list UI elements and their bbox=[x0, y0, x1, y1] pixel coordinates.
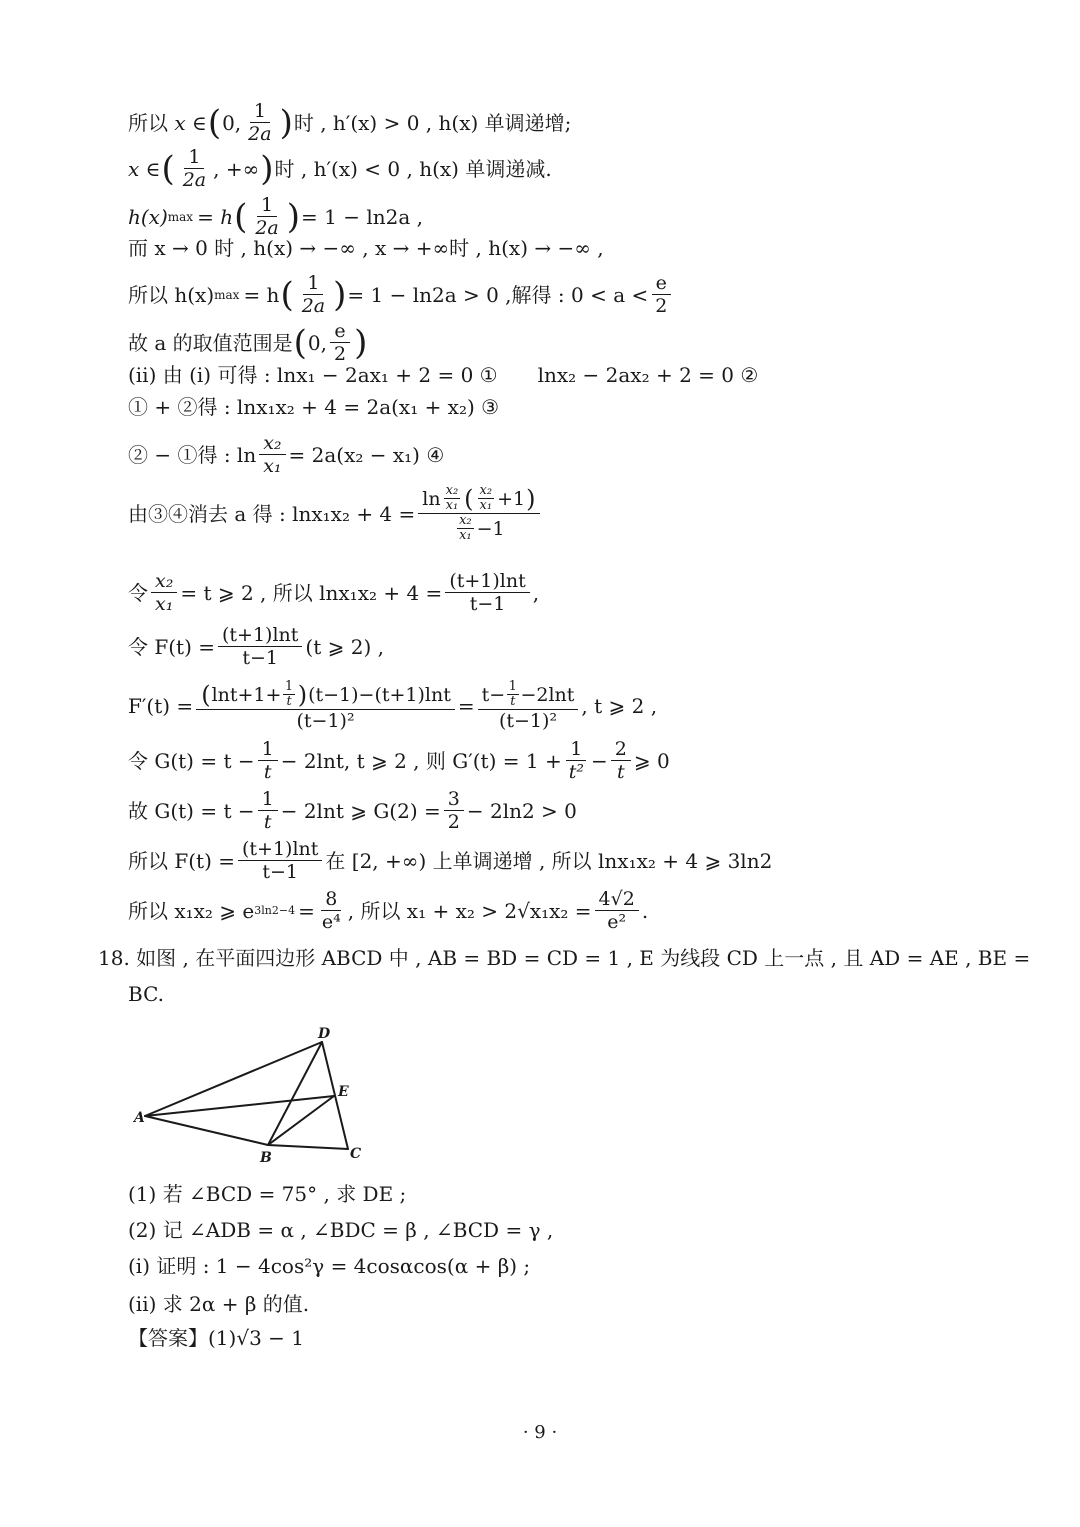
question-18-part-2: (2) 记 ∠ADB = α , ∠BDC = β , ∠BCD = γ , bbox=[128, 1218, 554, 1242]
left-paren: ( bbox=[207, 102, 222, 143]
frac-num: x₂ bbox=[459, 513, 472, 528]
left-paren: ( bbox=[280, 274, 294, 315]
frac-den: t bbox=[263, 761, 272, 783]
frac-num: 8 bbox=[321, 888, 341, 911]
frac-den: 2 bbox=[655, 295, 668, 317]
math-text: 故 a 的取值范围是 bbox=[128, 330, 293, 355]
math-text: x ∈ bbox=[128, 156, 161, 181]
frac-den: t² bbox=[568, 761, 584, 783]
math-text: = bbox=[298, 898, 315, 923]
solution-line-5 bbox=[128, 272, 674, 317]
math-text: 0, bbox=[307, 330, 327, 355]
frac-num bbox=[418, 484, 540, 514]
solution-line-1 bbox=[128, 100, 571, 145]
solution-line-13 bbox=[128, 680, 657, 732]
label-E: E bbox=[338, 1084, 349, 1100]
frac-num: 1 bbox=[303, 272, 323, 295]
solution-line-16 bbox=[128, 838, 772, 883]
left-paren: ( bbox=[464, 484, 474, 513]
solution-line-6 bbox=[128, 320, 368, 365]
math-text: 由③④消去 a 得 : lnx₁x₂ + 4 = bbox=[128, 501, 416, 526]
solution-line-2 bbox=[128, 146, 552, 191]
segment-DB bbox=[268, 1042, 322, 1145]
math-text: = 2a(x₂ − x₁) ④ bbox=[288, 442, 445, 467]
frac-den: 2 bbox=[334, 343, 347, 365]
right-paren: ) bbox=[286, 196, 301, 237]
fraction bbox=[151, 570, 177, 615]
frac-num: e bbox=[330, 320, 349, 343]
solution-line-11 bbox=[128, 570, 539, 615]
frac-num: 1 bbox=[258, 738, 278, 761]
fraction bbox=[445, 570, 529, 615]
frac-den: e⁴ bbox=[321, 911, 341, 933]
frac-num: x₂ bbox=[259, 432, 285, 455]
right-paren: ) bbox=[333, 274, 347, 315]
math-text: 故 G(t) = t − bbox=[128, 798, 255, 823]
math-text: x ∈ bbox=[174, 110, 207, 135]
frac-num: 1 bbox=[258, 788, 278, 811]
math-text: = 1 − ln2a > 0 ,解得 : 0 < a < bbox=[347, 282, 649, 307]
frac-den: e² bbox=[607, 911, 627, 933]
solution-line-17 bbox=[128, 888, 648, 933]
frac-num: 1 bbox=[508, 679, 517, 694]
math-text: , t ⩾ 2 , bbox=[581, 694, 658, 718]
fraction bbox=[196, 680, 455, 732]
question-18-line-2: BC. bbox=[128, 982, 165, 1006]
label-B: B bbox=[260, 1150, 272, 1166]
math-text: −2lnt bbox=[520, 683, 575, 706]
math-text: , bbox=[532, 580, 540, 605]
fraction bbox=[444, 788, 464, 833]
math-text: ln bbox=[422, 487, 441, 510]
frac-den: t−1 bbox=[469, 593, 506, 615]
math-text: 所以 F(t) = bbox=[128, 848, 235, 873]
left-paren: ( bbox=[201, 680, 211, 709]
math-text: 0, bbox=[222, 110, 242, 135]
frac-den: 2a bbox=[182, 169, 207, 191]
text: 所以 bbox=[128, 110, 168, 135]
frac-num: 1 bbox=[184, 146, 204, 169]
frac-num: 1 bbox=[250, 100, 270, 123]
geometry-diagram bbox=[130, 1020, 380, 1170]
frac-num: e bbox=[652, 272, 671, 295]
fraction bbox=[651, 272, 671, 317]
fraction bbox=[238, 838, 322, 883]
frac-den: x₁ bbox=[459, 528, 472, 543]
segment-BE bbox=[268, 1096, 334, 1145]
fraction bbox=[442, 484, 463, 513]
frac-num bbox=[196, 680, 455, 710]
solution-line-9 bbox=[128, 432, 444, 477]
frac-den: 2a bbox=[248, 123, 272, 145]
fraction bbox=[476, 484, 497, 513]
question-18-part-2ii: (ii) 求 2α + β 的值. bbox=[128, 1292, 310, 1316]
math-text: − bbox=[590, 748, 608, 773]
math-text: ⩾ 0 bbox=[633, 748, 670, 773]
frac-den: x₁ bbox=[445, 498, 459, 513]
math-text: 所以 h(x) bbox=[128, 282, 215, 307]
frac-num: x₂ bbox=[151, 570, 177, 593]
fraction bbox=[455, 514, 476, 543]
math-text: 而 x → 0 时 , h(x) → −∞ , x → +∞时 , h(x) → −∞ , bbox=[128, 236, 604, 260]
question-18-line-1: 18. 如图 , 在平面四边形 ABCD 中 , AB = BD = CD = 1 , E 为线段 CD 上一点 , 且 AD = AE , BE = bbox=[98, 946, 1031, 970]
math-text: 时 , h′(x) < 0 , h(x) 单调递减. bbox=[274, 156, 552, 181]
solution-line-4 bbox=[128, 235, 604, 261]
frac-den: t bbox=[616, 761, 625, 783]
fraction bbox=[418, 484, 540, 543]
math-text: ② − ①得 : ln bbox=[128, 442, 257, 467]
frac-num: 1 bbox=[284, 679, 294, 694]
solution-line-15 bbox=[128, 788, 577, 833]
frac-num: 1 bbox=[566, 738, 586, 761]
math-text: 令 G(t) = t − bbox=[128, 748, 255, 773]
segment-AD bbox=[145, 1042, 322, 1116]
frac-den: t bbox=[286, 694, 292, 709]
frac-den: 2 bbox=[447, 811, 460, 833]
segment-AE bbox=[145, 1096, 334, 1116]
fraction bbox=[259, 432, 285, 477]
right-paren: ) bbox=[354, 322, 368, 363]
math-text: −1 bbox=[476, 517, 505, 540]
fraction bbox=[244, 100, 275, 145]
frac-num: 2 bbox=[611, 738, 631, 761]
left-paren: ( bbox=[234, 196, 248, 237]
math-text: ① + ②得 : lnx₁x₂ + 4 = 2a(x₁ + x₂) ③ bbox=[128, 395, 500, 419]
fraction bbox=[298, 272, 329, 317]
frac-num: (t+1)lnt bbox=[238, 838, 322, 861]
math-text: , 所以 x₁ + x₂ > 2√x₁x₂ = bbox=[347, 898, 592, 923]
right-paren: ) bbox=[260, 148, 274, 189]
frac-num: (t+1)lnt bbox=[218, 624, 302, 647]
frac-den: x₁ bbox=[155, 593, 174, 615]
right-paren: ) bbox=[526, 484, 536, 513]
left-paren: ( bbox=[161, 148, 175, 189]
label-C: C bbox=[350, 1146, 362, 1162]
math-text: − 2ln2 > 0 bbox=[466, 798, 577, 823]
math-text: = bbox=[457, 694, 475, 718]
frac-den: (t−1)² bbox=[296, 710, 355, 732]
frac-den: t bbox=[510, 694, 516, 709]
math-text: 在 [2, +∞) 上单调递增 , 所以 lnx₁x₂ + 4 ⩾ 3ln2 bbox=[325, 848, 773, 873]
frac-den: (t−1)² bbox=[498, 710, 558, 732]
answer: 【答案】(1)√3 − 1 bbox=[128, 1326, 304, 1350]
math-text: (t ⩾ 2) , bbox=[305, 634, 384, 659]
frac-num bbox=[478, 680, 579, 710]
left-paren: ( bbox=[293, 322, 307, 363]
fraction bbox=[330, 320, 350, 365]
fraction bbox=[218, 624, 302, 669]
frac-den: x₁ bbox=[263, 455, 282, 477]
math-text: = 1 − ln2a , bbox=[301, 204, 423, 229]
solution-line-3 bbox=[128, 194, 423, 239]
fraction bbox=[565, 738, 588, 783]
subscript: max bbox=[214, 287, 240, 302]
superscript: 3ln2−4 bbox=[254, 903, 296, 917]
solution-line-10 bbox=[128, 484, 543, 543]
frac-den: 2a bbox=[255, 217, 279, 239]
math-text: lnx₂ − 2ax₂ + 2 = 0 ② bbox=[537, 363, 759, 387]
math-text: +1 bbox=[497, 487, 526, 510]
fraction bbox=[251, 194, 282, 239]
fraction bbox=[258, 788, 278, 833]
fraction bbox=[506, 680, 519, 709]
math-text: 所以 x₁x₂ ⩾ e bbox=[128, 898, 255, 923]
label-D: D bbox=[318, 1026, 331, 1042]
math-text: − 2lnt, t ⩾ 2 , 则 G′(t) = 1 + bbox=[280, 748, 562, 773]
page-number: · 9 · bbox=[522, 1422, 558, 1443]
math-text: 令 F(t) = bbox=[128, 634, 215, 659]
solution-line-14 bbox=[128, 738, 670, 783]
frac-den: t−1 bbox=[242, 647, 279, 669]
right-paren: ) bbox=[279, 102, 293, 143]
solution-line-7 bbox=[128, 362, 758, 388]
frac-den: 2a bbox=[301, 295, 326, 317]
math-text: − 2lnt ⩾ G(2) = bbox=[280, 798, 441, 823]
math-text: , +∞ bbox=[213, 156, 260, 181]
math-text: lnt+1+ bbox=[211, 683, 282, 706]
frac-den: x₁ bbox=[479, 498, 493, 513]
question-18-part-2i: (ⅰ) 证明 : 1 − 4cos²γ = 4cosαcos(α + β) ; bbox=[128, 1254, 531, 1278]
math-text: 令 bbox=[128, 580, 148, 605]
solution-line-8 bbox=[128, 394, 499, 420]
fraction bbox=[478, 680, 579, 732]
math-text: = h bbox=[197, 204, 234, 229]
segment-AB bbox=[145, 1116, 268, 1145]
math-text: F′(t) = bbox=[128, 694, 194, 718]
label-A: A bbox=[134, 1110, 145, 1126]
solution-line-12 bbox=[128, 624, 384, 669]
frac-num: x₂ bbox=[445, 483, 459, 498]
math-text: . bbox=[641, 898, 649, 923]
math-text: = t ⩾ 2 , 所以 lnx₁x₂ + 4 = bbox=[180, 580, 443, 605]
frac-den: t−1 bbox=[262, 861, 299, 883]
math-text: (t−1)−(t+1)lnt bbox=[308, 683, 451, 706]
math-text: = h bbox=[243, 282, 280, 307]
fraction bbox=[611, 738, 631, 783]
frac-num: 1 bbox=[257, 194, 277, 217]
right-paren: ) bbox=[297, 680, 308, 709]
frac-num: (t+1)lnt bbox=[445, 570, 529, 593]
math-text: t− bbox=[481, 683, 506, 706]
fraction bbox=[258, 738, 278, 783]
math-text: 时 , h′(x) > 0 , h(x) 单调递增; bbox=[293, 110, 572, 135]
fraction bbox=[179, 146, 210, 191]
segment-BC bbox=[268, 1145, 348, 1149]
math-text: h(x) bbox=[128, 204, 168, 229]
frac-num: 4√2 bbox=[595, 888, 639, 911]
subscript: max bbox=[167, 209, 194, 224]
frac-den: t bbox=[263, 811, 272, 833]
question-18-part-1: (1) 若 ∠BCD = 75° , 求 DE ; bbox=[128, 1182, 407, 1206]
frac-den bbox=[450, 514, 509, 543]
frac-num: 3 bbox=[444, 788, 464, 811]
fraction bbox=[282, 680, 295, 709]
fraction bbox=[595, 888, 639, 933]
fraction bbox=[318, 888, 345, 933]
math-text: (ⅱ) 由 (ⅰ) 可得 : lnx₁ − 2ax₁ + 2 = 0 ① bbox=[128, 363, 498, 387]
frac-num: x₂ bbox=[479, 483, 493, 498]
